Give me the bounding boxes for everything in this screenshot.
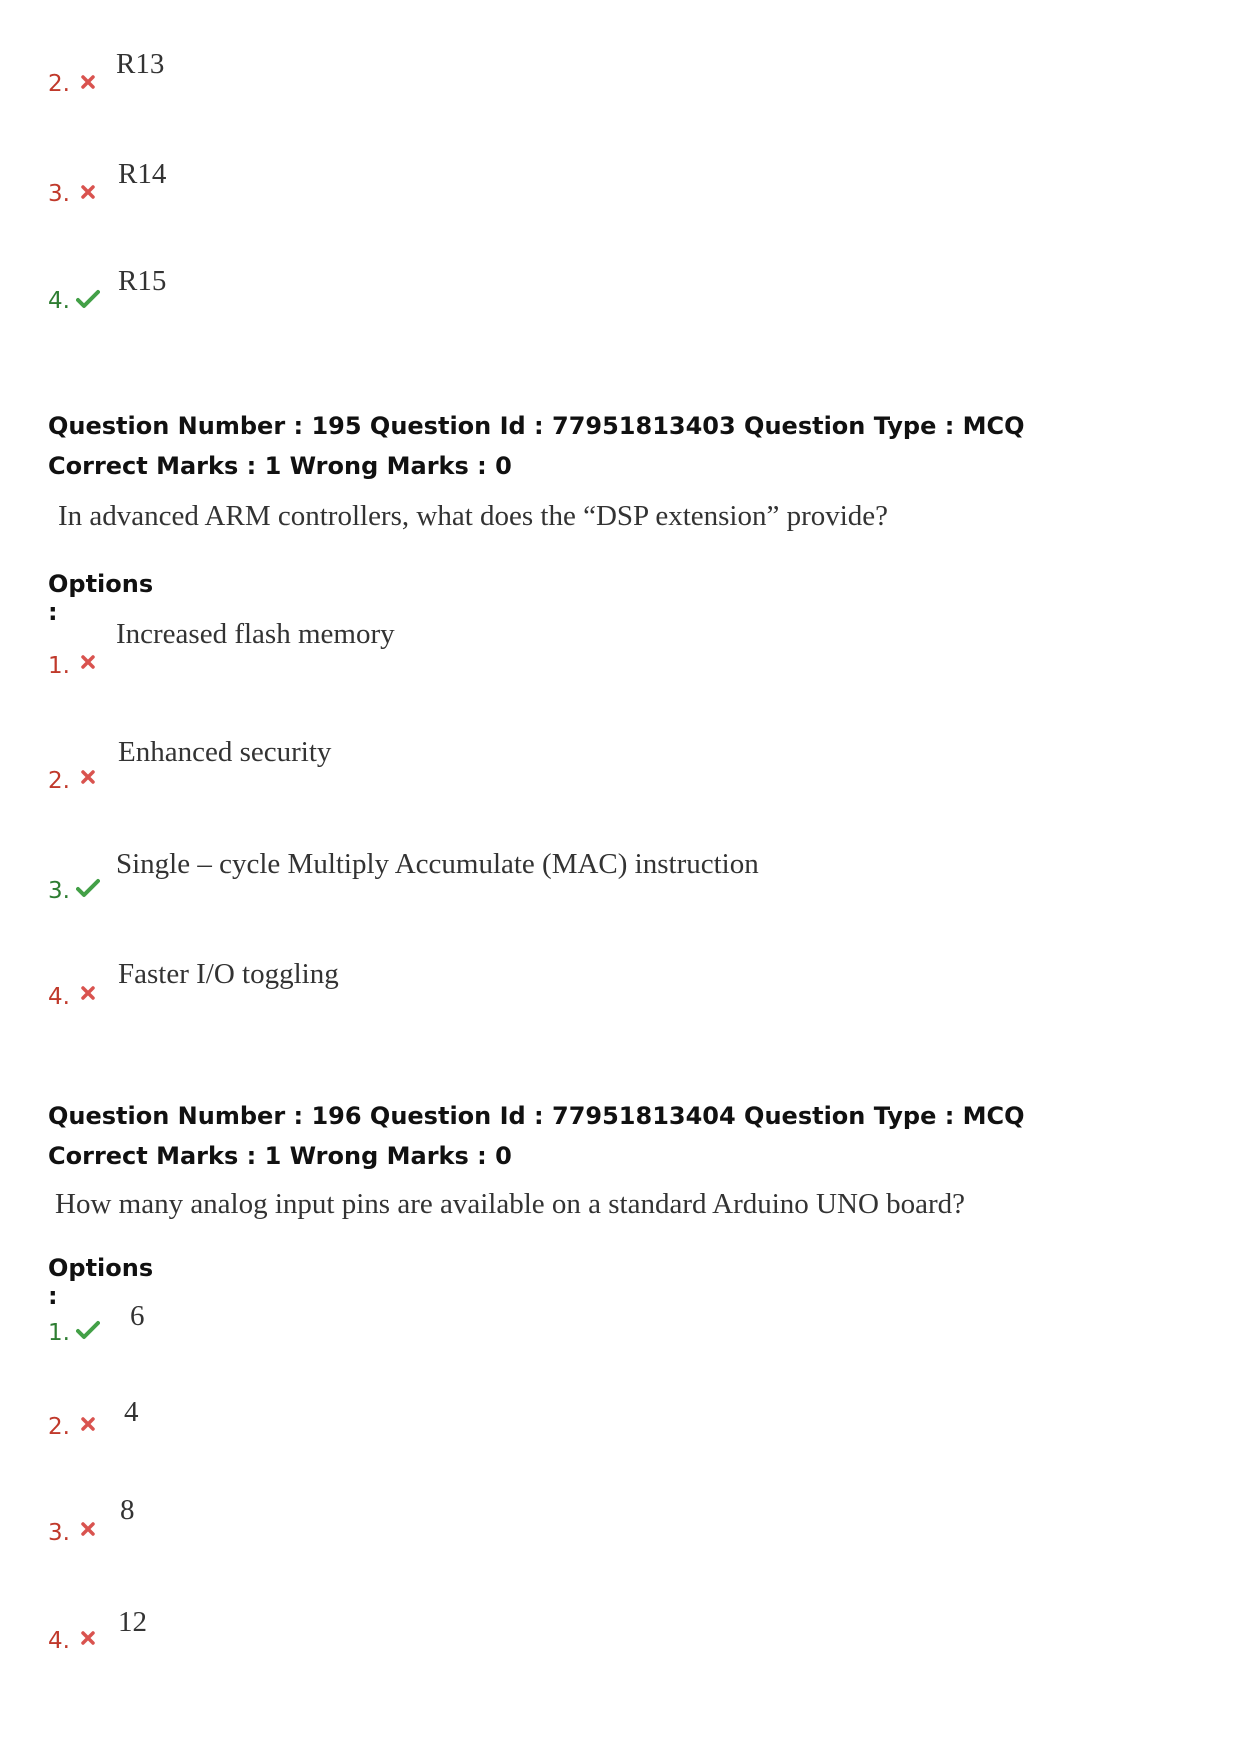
option-number: 1. [48, 653, 70, 679]
option-number: 2. [48, 1414, 70, 1440]
cross-icon [80, 985, 96, 1006]
option-text: 6 [130, 1300, 145, 1332]
option-text: R14 [118, 158, 167, 190]
cross-icon [80, 1521, 96, 1542]
cross-icon [80, 74, 96, 95]
options-label: Options : [48, 570, 154, 626]
option-number: 3. [48, 878, 70, 904]
marks-line: Correct Marks : 1 Wrong Marks : 0 [48, 452, 512, 480]
option-text: R15 [118, 265, 167, 297]
option-number: 3. [48, 1520, 70, 1546]
option-text: Faster I/O toggling [118, 958, 339, 990]
options-label: Options : [48, 1254, 154, 1310]
option-text: Increased flash memory [116, 618, 395, 650]
question-header: Question Number : 195 Question Id : 77951813403 Question Type : MCQ [48, 412, 1025, 440]
marks-line: Correct Marks : 1 Wrong Marks : 0 [48, 1142, 512, 1170]
cross-icon [80, 769, 96, 790]
option-text: Single – cycle Multiply Accumulate (MAC) instruction [116, 848, 759, 880]
question-header: Question Number : 196 Question Id : 77951813404 Question Type : MCQ [48, 1102, 1025, 1130]
option-text: R13 [116, 48, 165, 80]
option-text: 8 [120, 1494, 135, 1526]
option-number: 1. [48, 1320, 70, 1346]
option-text: 4 [124, 1396, 139, 1428]
question-text: How many analog input pins are available on a standard Arduino UNO board? [55, 1188, 966, 1220]
cross-icon [80, 1630, 96, 1651]
cross-icon [80, 184, 96, 205]
option-number: 3. [48, 181, 70, 207]
check-icon [76, 1320, 100, 1345]
cross-icon [80, 1416, 96, 1437]
option-number: 4. [48, 288, 70, 314]
option-text: Enhanced security [118, 736, 332, 768]
option-number: 2. [48, 71, 70, 97]
check-icon [76, 878, 100, 903]
option-text: 12 [118, 1606, 147, 1638]
option-number: 4. [48, 1628, 70, 1654]
option-number: 4. [48, 984, 70, 1010]
question-text: In advanced ARM controllers, what does the “DSP extension” provide? [58, 500, 889, 532]
check-icon [76, 289, 100, 314]
cross-icon [80, 654, 96, 675]
option-number: 2. [48, 768, 70, 794]
